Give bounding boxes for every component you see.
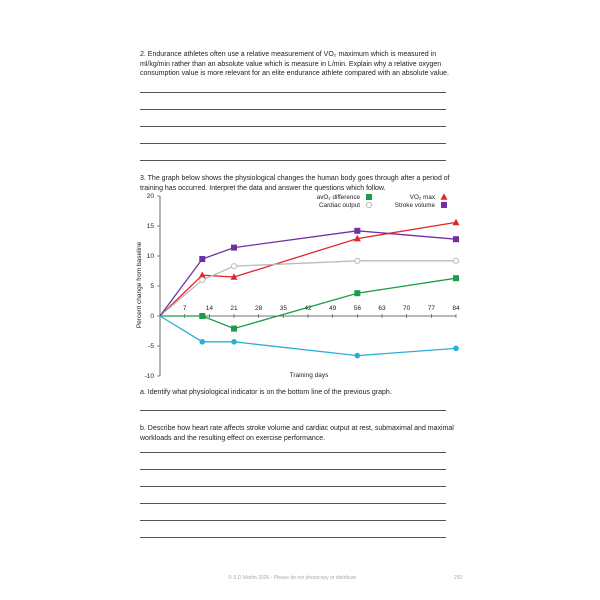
- series-line-3: [160, 231, 456, 316]
- data-point: [354, 290, 360, 296]
- answer-line[interactable]: [140, 452, 446, 453]
- x-tick-label: 7: [182, 305, 187, 312]
- series-line-4: [160, 316, 456, 356]
- data-point: [453, 258, 458, 263]
- data-point: [453, 219, 460, 226]
- data-point: [231, 245, 237, 251]
- x-tick-label: 77: [427, 305, 435, 312]
- x-tick-label: 63: [378, 305, 386, 312]
- series-line-0: [160, 278, 456, 328]
- data-point: [231, 339, 237, 345]
- legend-label: VO₂ max: [409, 194, 435, 201]
- answer-line[interactable]: [140, 537, 446, 538]
- footer-copyright: © S D Martin 2026 - Please do not photocopy or distribute: [228, 575, 357, 581]
- x-tick-label: 70: [403, 305, 411, 312]
- answer-line[interactable]: [140, 503, 446, 504]
- question-3a-text: a. Identify what physiological indicator is on the bottom line of the previous graph.: [140, 389, 392, 396]
- data-point: [355, 353, 361, 359]
- data-point: [453, 236, 459, 242]
- legend-marker: [441, 193, 448, 200]
- x-axis-label: Training days: [289, 372, 329, 379]
- data-point: [199, 256, 205, 262]
- x-tick-label: 21: [230, 305, 238, 312]
- data-point: [231, 326, 237, 332]
- legend-label: avO₂ difference: [316, 194, 360, 201]
- data-point: [200, 277, 205, 282]
- data-point: [354, 228, 360, 234]
- x-tick-label: 14: [205, 305, 213, 312]
- y-tick-label: 15: [146, 223, 154, 231]
- y-axis-label: Percent change from baseline: [136, 241, 143, 329]
- x-tick-label: 84: [452, 305, 460, 312]
- legend-marker: [366, 194, 372, 200]
- answer-line[interactable]: [140, 486, 446, 487]
- page-number: 292: [454, 575, 463, 581]
- y-tick-label: 5: [150, 283, 154, 291]
- x-tick-label: 56: [353, 305, 361, 312]
- data-point: [231, 264, 236, 269]
- y-tick-label: -5: [148, 343, 154, 351]
- data-point: [453, 346, 459, 352]
- data-point: [453, 275, 459, 281]
- y-tick-label: 20: [146, 193, 154, 201]
- series-line-1: [160, 222, 456, 316]
- y-tick-label: 10: [146, 253, 154, 261]
- data-point: [355, 258, 360, 263]
- question-3-text: 3. The graph below shows the physiological changes the human body goes through after a period of training has occurred. Interpret the data and answer the questions which follow.: [140, 175, 450, 192]
- question-2-text: 2. Endurance athletes often use a relative measurement of VO₂ maximum which is measured in ml/kg/min rather than an absolute value which is measure in L/min. Explain why a relative oxygen consumption value is more relevant for an elite endurance athlete compared with an absolute value.: [140, 51, 449, 77]
- legend-marker: [441, 202, 447, 208]
- y-tick-label: -10: [144, 373, 154, 381]
- answer-line[interactable]: [140, 410, 446, 411]
- x-tick-label: 28: [255, 305, 263, 312]
- legend-marker: [366, 202, 371, 207]
- data-point: [199, 339, 205, 345]
- x-tick-label: 49: [329, 305, 337, 312]
- answer-line[interactable]: [140, 469, 446, 470]
- legend-label: Stroke volume: [394, 202, 435, 209]
- y-tick-label: 0: [150, 313, 154, 321]
- x-tick-label: 42: [304, 305, 312, 312]
- answer-line[interactable]: [140, 520, 446, 521]
- data-point: [199, 313, 205, 319]
- question-3b-text: b. Describe how heart rate affects stroke volume and cardiac output at rest, submaximal and maximal workloads and the resulting effect on exercise performance.: [140, 425, 454, 442]
- legend-label: Cardiac output: [319, 202, 360, 209]
- x-tick-label: 35: [279, 305, 287, 312]
